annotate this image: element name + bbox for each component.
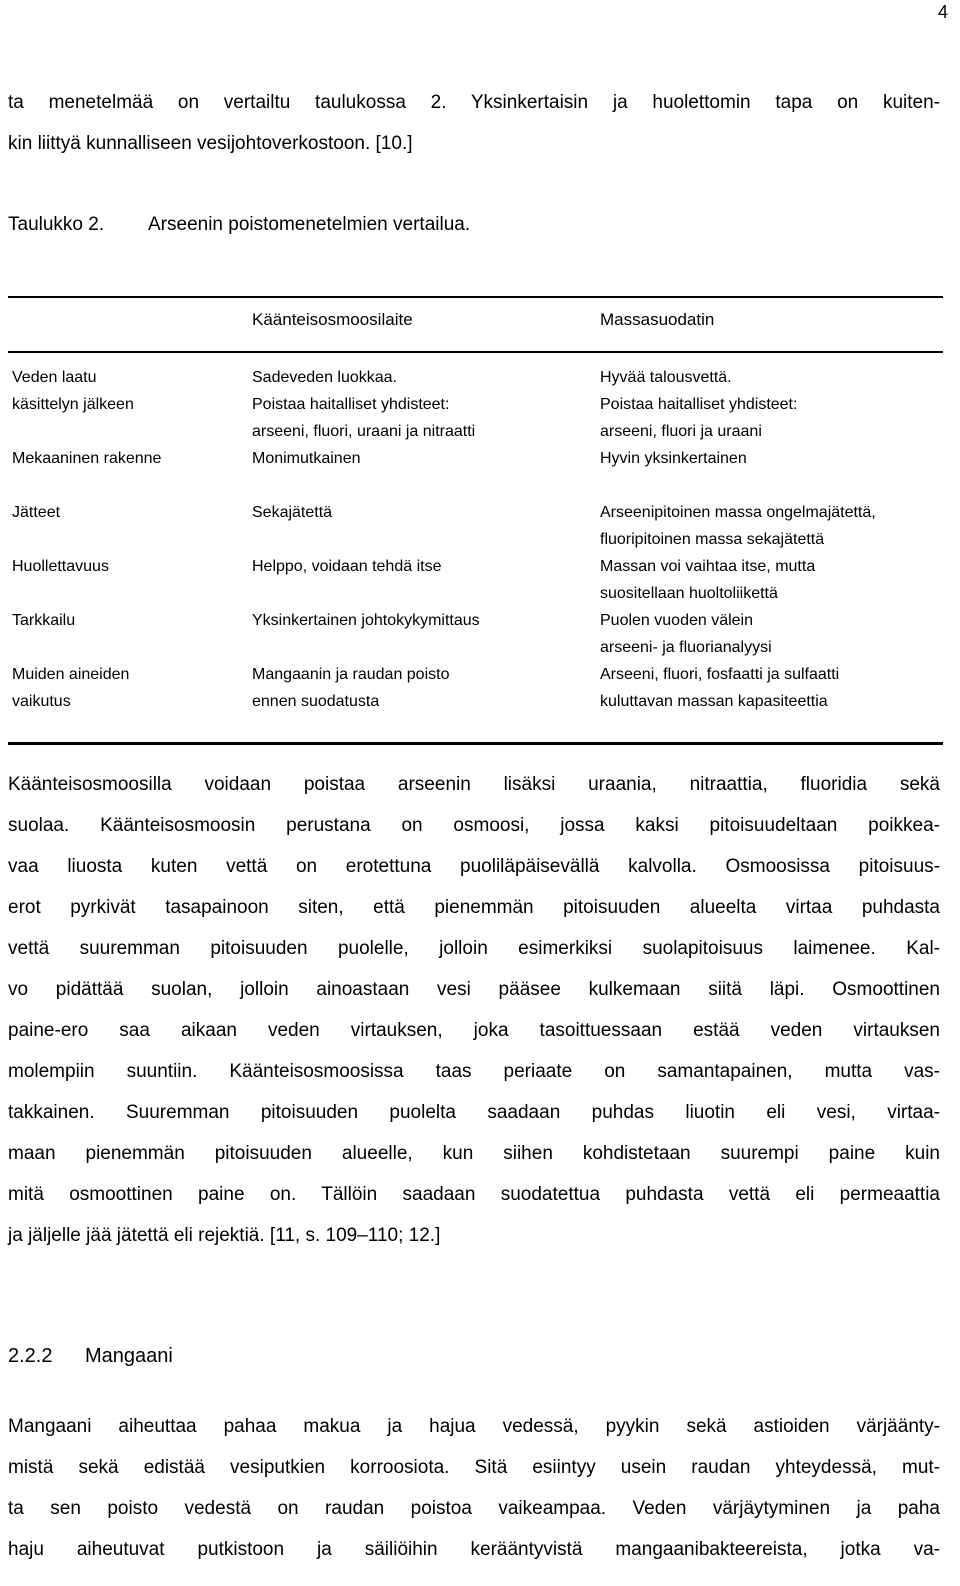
text-line: haju aiheutuvat putkistoon ja säiliöihin kerääntyvistä mangaanibakteereista, jotka va- (8, 1539, 940, 1560)
text-line: ta menetelmää on vertailtu taulukossa 2. Yksinkertaisin ja huolettomin tapa on kuiten- (8, 92, 940, 113)
table-cell: Sadeveden luokkaa. Poistaa haitalliset yhdisteet: arseeni, fluori, uraani ja nitraatti (252, 369, 476, 440)
table-cell: Massan voi vaihtaa itse, mutta suositellaan huoltoliikettä (600, 558, 816, 602)
text-line: mitä osmoottinen paine on. Tällöin saadaan suodatettua puhdasta vettä eli permeaattia (8, 1184, 940, 1205)
page-number: 4 (937, 2, 948, 22)
body-paragraph-osmosis (8, 764, 940, 1256)
body-paragraph-manganese (8, 1406, 940, 1570)
text-line: Käänteisosmoosilla voidaan poistaa arseenin lisäksi uraania, nitraattia, fluoridia sekä (8, 774, 940, 795)
text-line: kin liittyä kunnalliseen vesijohtoverkostoon. [10.] (8, 133, 413, 154)
table-header-reverse-osmosis: Käänteisosmoosilaite (252, 310, 413, 329)
section-title: Mangaani (85, 1345, 173, 1367)
table-header-mass-filter: Massasuodatin (600, 310, 715, 329)
text-line: molempiin suuntiin. Käänteisosmoosissa taas periaate on samantapainen, mutta vas- (8, 1061, 940, 1082)
text-line: takkainen. Suuremman pitoisuuden puolelta saadaan puhdas liuotin eli vesi, virtaa- (8, 1102, 940, 1123)
text-line: erot pyrkivät tasapainoon siten, että pienemmän pitoisuuden alueelta virtaa puhdasta (8, 897, 940, 918)
text-line: vettä suuremman pitoisuuden puolelle, jolloin esimerkiksi suolapitoisuus laimenee. Kal- (8, 938, 940, 959)
table-caption-label: Taulukko 2. (8, 214, 105, 235)
table-cell: Arseeni, fluori, fosfaatti ja sulfaatti kuluttavan massan kapasiteettia (600, 666, 840, 710)
table-cell: Arseenipitoinen massa ongelmajätettä, fluoripitoinen massa sekajätettä (600, 504, 876, 548)
text-line: mistä sekä edistää vesiputkien korroosiota. Sitä esiintyy usein raudan yhteydessä, mut- (8, 1457, 940, 1478)
table-cell: Helppo, voidaan tehdä itse (252, 558, 442, 575)
section-heading (8, 1340, 173, 1372)
table-row-label: Muiden aineiden vaikutus (12, 666, 130, 710)
comparison-table (8, 296, 943, 746)
table-caption (8, 210, 471, 240)
table-row-label: Tarkkailu (12, 612, 76, 629)
text-line: vo pidättää suolan, jolloin ainoastaan vesi pääsee kulkemaan siitä läpi. Osmoottinen (8, 979, 940, 1000)
text-line: ta sen poisto vedestä on raudan poistoa vaikeampaa. Veden värjäytyminen ja paha (8, 1498, 940, 1519)
table-header-rule (8, 351, 943, 353)
table-cell: Monimutkainen (252, 450, 361, 467)
table-cell: Yksinkertainen johtokykymittaus (252, 612, 480, 629)
text-line: Mangaani aiheuttaa pahaa makua ja hajua vedessä, pyykin sekä astioiden värjäänty- (8, 1416, 940, 1437)
table-cell: Sekajätettä (252, 504, 333, 521)
text-line: maan pienemmän pitoisuuden alueelle, kun siihen kohdistetaan suurempi paine kuin (8, 1143, 940, 1164)
intro-paragraph (8, 82, 940, 164)
table-cell: Hyvää talousvettä. Poistaa haitalliset yhdisteet: arseeni, fluori ja uraani (600, 369, 798, 440)
table-row-label: Veden laatu käsittelyn jälkeen (12, 369, 134, 413)
section-number: 2.2.2 (8, 1345, 53, 1367)
table-top-rule (8, 296, 943, 298)
text-line: vaa liuosta kuten vettä on erotettuna puoliläpäisevällä kalvolla. Osmoosissa pitoisuus- (8, 856, 940, 877)
table-cell: Mangaanin ja raudan poisto ennen suodatusta (252, 666, 450, 710)
text-line: paine-ero saa aikaan veden virtauksen, joka tasoittuessaan estää veden virtauksen (8, 1020, 940, 1041)
table-cell: Puolen vuoden välein arseeni- ja fluorianalyysi (600, 612, 772, 656)
table-row-label: Jätteet (12, 504, 61, 521)
table-cell: Hyvin yksinkertainen (600, 450, 747, 467)
table-row-label: Mekaaninen rakenne (12, 450, 162, 467)
text-line: ja jäljelle jää jätettä eli rejektiä. [11, s. 109–110; 12.] (8, 1225, 441, 1246)
table-caption-title: Arseenin poistomenetelmien vertailua. (148, 214, 471, 235)
text-line: suolaa. Käänteisosmoosin perustana on osmoosi, jossa kaksi pitoisuudeltaan poikkea- (8, 815, 940, 836)
table-row-label: Huollettavuus (12, 558, 109, 575)
table-bottom-rule (8, 742, 943, 745)
